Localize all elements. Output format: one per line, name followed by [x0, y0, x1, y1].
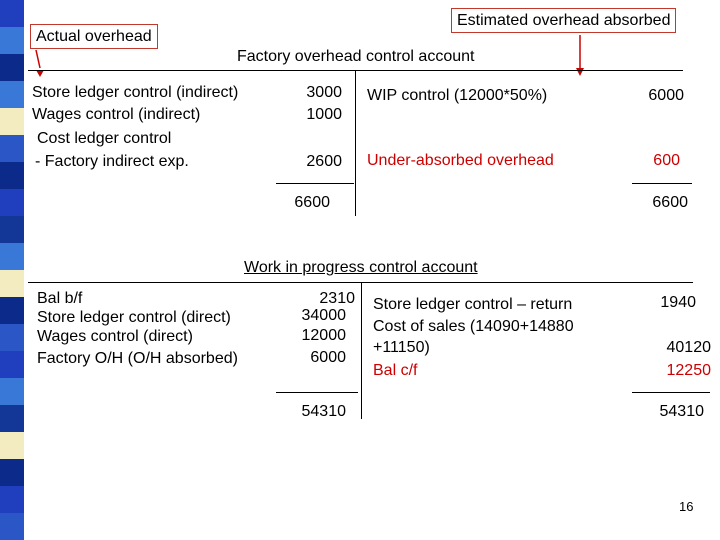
wip-debit-label: Factory O/H (O/H absorbed) [37, 350, 238, 367]
foh-credit-label-under-absorbed: Under-absorbed overhead [367, 152, 554, 169]
estimated-overhead-absorbed-callout: Estimated overhead absorbed [451, 8, 676, 33]
wip-credit-amount: 1940 [660, 294, 696, 311]
wip-credit-total: 54310 [659, 403, 704, 420]
wip-debit-amount: 6000 [310, 349, 346, 366]
wip-account-title: Work in progress control account [244, 259, 478, 276]
foh-debit-label: - Factory indirect exp. [35, 153, 189, 170]
actual-overhead-callout: Actual overhead [30, 24, 158, 49]
foh-debit-label: Wages control (indirect) [32, 106, 201, 123]
wip-credit-total-line [632, 392, 710, 393]
wip-debit-total-line [276, 392, 358, 393]
foh-account-title: Factory overhead control account [237, 48, 475, 65]
foh-credit-label: WIP control (12000*50%) [367, 87, 548, 104]
wip-debit-amount: 2310 [319, 290, 355, 307]
foh-debit-total: 6600 [294, 194, 330, 211]
foh-credit-amount: 6000 [648, 87, 684, 104]
foh-debit-amount: 3000 [306, 84, 342, 101]
wip-debit-amount: 34000 [301, 307, 346, 324]
foh-t-account-center-line [355, 70, 356, 216]
wip-credit-label: Store ledger control – return [373, 296, 573, 313]
wip-t-account-center-line [361, 282, 362, 419]
wip-credit-amount: 40120 [666, 339, 711, 356]
actual-overhead-arrow [36, 50, 40, 68]
foh-debit-label: Store ledger control (indirect) [32, 84, 239, 101]
wip-debit-label: Wages control (direct) [37, 328, 193, 345]
wip-debit-total: 54310 [301, 403, 346, 420]
wip-credit-label: +11150) [373, 339, 430, 356]
foh-credit-total: 6600 [652, 194, 688, 211]
wip-credit-label-bal-cf: Bal c/f [373, 362, 418, 379]
wip-debit-amount: 12000 [301, 327, 346, 344]
wip-credit-amount-bal-cf: 12250 [666, 362, 711, 379]
foh-debit-amount: 2600 [306, 153, 342, 170]
page-number: 16 [679, 499, 694, 514]
wip-debit-label: Bal b/f [37, 290, 83, 307]
foh-credit-total-line [632, 183, 692, 184]
wip-debit-label: Store ledger control (direct) [37, 309, 231, 326]
actual-overhead-arrowhead [36, 70, 44, 77]
foh-debit-total-line [276, 183, 354, 184]
wip-credit-label: Cost of sales (14090+14880 [373, 318, 574, 335]
foh-debit-amount: 1000 [306, 106, 342, 123]
foh-debit-label: Cost ledger control [37, 130, 172, 147]
foh-credit-amount-under-absorbed: 600 [653, 152, 680, 169]
